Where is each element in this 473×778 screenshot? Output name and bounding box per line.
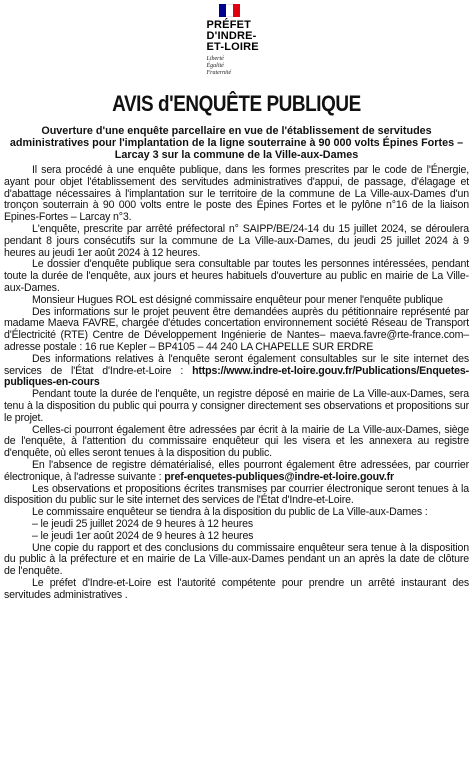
paragraph-email-observations: Les observations et propositions écrites transmises par courrier électronique seront tenues à la disposition du public sur le site internet des services de l'État d'Indre-et-Loire. — [4, 482, 469, 507]
paragraph-email: En l'absence de registre dématérialisé, elles pourront également être adressées, par courrier électronique, à l'adresse suivante : pref-enquetes-publiques@indre-et-loire.gouv.fr — [4, 458, 469, 483]
notice-subtitle: Ouverture d'une enquête parcellaire en vue de l'établissement de servitudes administratives pour l'implantation de la ligne souterraine à 90 000 volts Épines Fortes – Larcay 3 sur la commune de la Ville-aux-Dames — [9, 125, 464, 161]
paragraph-purpose: Il sera procédé à une enquête publique, dans les formes prescrites par le code de l'Énergie, ayant pour objet l'établissement des servitudes administratives d'appui, de passage, d'élagage et d'abattage nécessaires à l'implantation sur le territoire de la commune de La Ville-aux-Dames d'un tronçon souterrain à 90 000 volts entre le poste des Épines Fortes et le pylône n°16 de la liaison Epines-Fortes – Larcay n°3. — [4, 164, 469, 224]
paragraph-commissioner: Monsieur Hugues ROL est désigné commissaire enquêteur pour mener l'enquête publique — [32, 293, 443, 306]
paragraph-authority: Le préfet d'Indre-et-Loire est l'autorité compétente pour prendre un arrêté instaurant des servitudes administratives . — [4, 576, 469, 601]
tricolor-flag-icon — [219, 4, 241, 17]
republic-motto: Liberté Égalité Fraternité — [206, 56, 232, 76]
page-title: AVIS d'ENQUÊTE PUBLIQUE — [112, 91, 361, 116]
notice-body — [4, 165, 469, 601]
paragraph-permanences: Le commissaire enquêteur se tiendra à la disposition du public de La Ville-aux-Dames : — [32, 506, 428, 519]
header — [0, 0, 473, 77]
paragraph-website: Des informations relatives à l'enquête seront également consultables sur le site internet des services de l'État d'Indre-et-Loire : https://www.indre-et-loire.gouv.fr/Publications/Enquetes-publiques-en-cours — [4, 352, 469, 389]
enquiry-email-link[interactable]: pref-enquetes-publiques@indre-et-loire.gouv.fr — [164, 470, 395, 483]
list-item: – le jeudi 25 juillet 2024 de 9 heures à 12 heures — [32, 517, 254, 530]
paragraph-dates: L'enquête, prescrite par arrêté préfectoral n° SAIPP/BE/24-14 du 15 juillet 2024, se déroulera pendant 8 jours consécutifs sur la commune de La Ville-aux-Dames, du jeudi 25 juillet 2024 à 9 heures au jeudi 1er août 2024 à 12 heures. — [4, 222, 469, 259]
prefecture-logo — [207, 4, 267, 77]
paragraph-dossier: Le dossier d'enquête publique sera consultable par toutes les personnes intéressées, pendant toute la durée de l'enquête, aux jours et heures habituels d'ouverture au public en mairie de La Ville-aux-Dames. — [4, 258, 469, 294]
paragraph-register: Pendant toute la durée de l'enquête, un registre déposé en mairie de La Ville-aux-Dames, sera tenu à la disposition du public qui pourra y consigner directement ses observations et propositions sur le projet. — [4, 388, 469, 424]
list-item: – le jeudi 1er août 2024 de 9 heures à 12 heures — [32, 529, 254, 542]
paragraph-report: Une copie du rapport et des conclusions du commissaire enquêteur sera tenue à la disposition du public à la préfecture et en mairie de La Ville-aux-Dames pendant un an après la date de clôture de l'enquête. — [4, 541, 469, 578]
paragraph-written-mail: Celles-ci pourront également être adressées par écrit à la mairie de La Ville-aux-Dames, siège de l'enquête, à l'attention du commissaire enquêteur qui les visera et les annexera au registre d'enquête, où elles seront tenues à la disposition du public. — [4, 423, 469, 460]
prefecture-website-link[interactable]: https://www.indre-et-loire.gouv.fr/Publications/Enquetes-publiques-en-cours — [4, 364, 469, 389]
prefecture-name: PRÉFET D'INDRE- ET-LOIRE — [206, 19, 259, 53]
paragraph-contact: Des informations sur le projet peuvent être demandées auprès du pétitionnaire représenté par madame Maeva FAVRE, chargée d'études concertation environnement société Réseau de Transport d'Électricité (RTE) Centre de Développement Ingénierie de Nantes– maeva.favre@rte-france.com– adresse postale : 16 rue Kepler – BP4105 – 44 240 LA CHAPELLE SUR ERDRE — [4, 305, 469, 353]
